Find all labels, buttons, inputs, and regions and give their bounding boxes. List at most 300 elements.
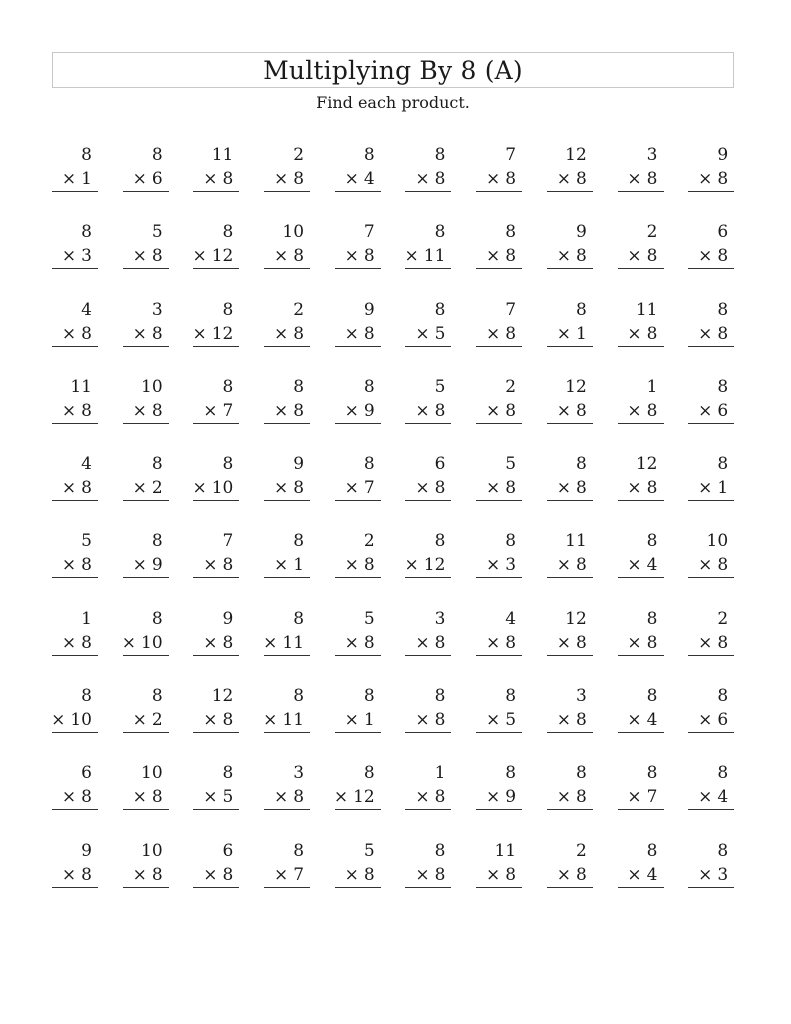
multiplier: 8: [434, 478, 446, 499]
multiplicand: 8: [293, 531, 305, 552]
times-sign: ×: [698, 323, 713, 344]
multiplier-line: [52, 631, 98, 656]
times-sign: ×: [273, 864, 289, 885]
multiplier-line: [688, 244, 734, 269]
multiplier-line: [405, 399, 451, 424]
multiplicand: 8: [717, 686, 729, 707]
problem-item: [688, 375, 734, 452]
times-sign: ×: [344, 864, 359, 885]
multiplier-line: [688, 631, 734, 656]
multiplicand: 8: [505, 222, 517, 243]
times-sign: ×: [344, 555, 359, 576]
problem-item: [476, 298, 522, 375]
multiplicand: 12: [565, 376, 587, 397]
multiplier-line: [123, 785, 169, 810]
times-sign: ×: [61, 864, 77, 885]
times-sign: ×: [192, 478, 207, 499]
multiplicand: 8: [222, 454, 234, 475]
multiplicand: 4: [81, 299, 92, 320]
multiplier-line: [688, 863, 734, 888]
times-sign: ×: [273, 478, 289, 499]
problem-item: [335, 220, 381, 297]
multiplier: 11: [282, 710, 305, 731]
multiplicand: 8: [717, 840, 729, 861]
multiplicand: 8: [646, 840, 658, 861]
multiplier-line: [123, 399, 169, 424]
times-sign: ×: [415, 400, 430, 421]
problem-item: [264, 761, 310, 838]
multiplicand: 6: [717, 222, 729, 243]
multiplier-line: [547, 863, 593, 888]
multiplier-line: [264, 167, 310, 192]
times-sign: ×: [132, 323, 147, 344]
multiplier-line: [335, 631, 381, 656]
multiplicand: 8: [575, 299, 587, 320]
multiplier: 3: [505, 555, 517, 576]
times-sign: ×: [556, 710, 571, 731]
multiplicand: 8: [575, 763, 587, 784]
multiplier-line: [476, 476, 522, 501]
times-sign: ×: [556, 632, 571, 653]
problem-item: [618, 298, 664, 375]
times-sign: ×: [486, 864, 501, 885]
problem-item: [618, 220, 664, 297]
multiplier-line: [618, 322, 664, 347]
problem-item: [476, 839, 522, 916]
multiplicand: 8: [293, 686, 305, 707]
times-sign: ×: [486, 246, 501, 267]
multiplier-line: [123, 322, 169, 347]
times-sign: ×: [61, 787, 77, 808]
multiplier-line: [335, 322, 381, 347]
multiplier-line: [476, 167, 522, 192]
multiplicand: 8: [434, 531, 446, 552]
times-sign: ×: [344, 632, 359, 653]
multiplier-line: [618, 863, 664, 888]
multiplier: 8: [575, 710, 587, 731]
problem-item: [335, 375, 381, 452]
multiplier-line: [264, 785, 310, 810]
multiplicand: 8: [81, 145, 92, 165]
problem-item: [52, 607, 98, 684]
multiplier: 4: [717, 787, 729, 808]
multiplier: 8: [646, 400, 658, 421]
multiplier: 12: [423, 555, 446, 576]
times-sign: ×: [263, 632, 278, 653]
problem-item: [405, 298, 451, 375]
multiplier: 3: [717, 864, 729, 885]
problem-item: [476, 452, 522, 529]
multiplier-line: [193, 785, 239, 810]
multiplicand: 8: [575, 454, 587, 475]
multiplier: 1: [81, 169, 92, 189]
times-sign: ×: [627, 478, 642, 499]
problem-item: [476, 220, 522, 297]
multiplier-line: [547, 244, 593, 269]
worksheet-title: Multiplying By 8 (A): [263, 55, 523, 85]
times-sign: ×: [273, 400, 289, 421]
multiplier: 8: [434, 169, 446, 189]
multiplier: 8: [575, 864, 587, 885]
times-sign: ×: [627, 632, 642, 653]
multiplier: 6: [151, 169, 163, 189]
multiplier: 8: [646, 632, 658, 653]
multiplier-line: [405, 322, 451, 347]
problem-item: [52, 143, 98, 220]
times-sign: ×: [415, 632, 430, 653]
multiplicand: 8: [151, 608, 163, 629]
multiplier: 2: [151, 710, 163, 731]
multiplier-line: [547, 167, 593, 192]
multiplicand: 9: [222, 608, 234, 629]
multiplier: 8: [293, 787, 305, 808]
problem-item: [123, 529, 169, 606]
multiplicand: 8: [222, 376, 234, 397]
problem-item: [193, 761, 239, 838]
multiplicand: 11: [635, 299, 658, 320]
multiplicand: 5: [505, 454, 517, 475]
multiplier: 4: [646, 710, 658, 731]
multiplicand: 5: [151, 222, 163, 243]
multiplier-line: [123, 244, 169, 269]
multiplier-line: [688, 399, 734, 424]
times-sign: ×: [698, 864, 713, 885]
multiplicand: 11: [494, 840, 517, 861]
multiplier: 8: [81, 555, 92, 576]
multiplier-line: [52, 399, 98, 424]
times-sign: ×: [132, 555, 147, 576]
problem-item: [405, 529, 451, 606]
multiplicand: 8: [222, 299, 234, 320]
multiplier: 8: [505, 169, 517, 189]
problem-item: [52, 220, 98, 297]
multiplier: 7: [293, 864, 305, 885]
times-sign: ×: [556, 864, 571, 885]
multiplier: 8: [151, 323, 163, 344]
multiplier: 3: [81, 246, 92, 267]
multiplier: 8: [363, 323, 375, 344]
multiplicand: 11: [70, 376, 92, 397]
times-sign: ×: [627, 246, 642, 267]
multiplier-line: [618, 708, 664, 733]
multiplier: 8: [646, 478, 658, 499]
multiplier: 8: [363, 555, 375, 576]
multiplier-line: [547, 708, 593, 733]
problem-item: [688, 839, 734, 916]
multiplier: 1: [293, 555, 305, 576]
times-sign: ×: [627, 400, 642, 421]
multiplier: 8: [434, 632, 446, 653]
times-sign: ×: [627, 323, 642, 344]
multiplier: 10: [70, 710, 92, 731]
problem-grid: [52, 143, 738, 916]
multiplier: 8: [222, 632, 234, 653]
multiplicand: 8: [717, 454, 729, 475]
multiplier-line: [335, 167, 381, 192]
times-sign: ×: [203, 555, 218, 576]
times-sign: ×: [61, 478, 77, 499]
multiplier-line: [264, 631, 310, 656]
problem-item: [688, 761, 734, 838]
multiplier-line: [476, 553, 522, 578]
multiplicand: 2: [717, 608, 729, 629]
multiplier-line: [405, 631, 451, 656]
problem-item: [123, 298, 169, 375]
multiplicand: 11: [565, 531, 587, 552]
times-sign: ×: [61, 555, 77, 576]
multiplier: 8: [575, 632, 587, 653]
multiplicand: 12: [565, 608, 587, 629]
multiplier: 8: [363, 246, 375, 267]
multiplier: 10: [211, 478, 234, 499]
times-sign: ×: [132, 710, 147, 731]
multiplicand: 4: [81, 454, 92, 475]
times-sign: ×: [627, 169, 642, 189]
multiplier: 11: [282, 632, 305, 653]
multiplicand: 9: [717, 145, 729, 165]
times-sign: ×: [344, 710, 359, 731]
problem-item: [193, 452, 239, 529]
multiplier: 8: [717, 555, 729, 576]
problem-item: [123, 143, 169, 220]
multiplicand: 6: [434, 454, 446, 475]
times-sign: ×: [132, 787, 147, 808]
multiplier: 8: [293, 323, 305, 344]
multiplicand: 7: [363, 222, 375, 243]
multiplicand: 9: [293, 454, 305, 475]
multiplier-line: [52, 167, 98, 192]
problem-item: [123, 452, 169, 529]
multiplier-line: [264, 553, 310, 578]
problem-item: [405, 684, 451, 761]
multiplier: 8: [646, 169, 658, 189]
multiplicand: 8: [81, 686, 92, 707]
times-sign: ×: [203, 787, 218, 808]
problem-item: [688, 452, 734, 529]
multiplier-line: [123, 631, 169, 656]
times-sign: ×: [203, 400, 218, 421]
multiplier-line: [264, 399, 310, 424]
multiplicand: 8: [646, 608, 658, 629]
times-sign: ×: [698, 169, 713, 189]
multiplicand: 8: [293, 840, 305, 861]
times-sign: ×: [556, 787, 571, 808]
problem-item: [52, 839, 98, 916]
multiplier: 8: [81, 478, 92, 499]
multiplier: 8: [222, 169, 234, 189]
multiplicand: 10: [141, 376, 163, 397]
times-sign: ×: [273, 787, 289, 808]
problem-item: [405, 375, 451, 452]
multiplicand: 10: [706, 531, 729, 552]
multiplicand: 2: [575, 840, 587, 861]
times-sign: ×: [203, 632, 218, 653]
multiplier: 7: [646, 787, 658, 808]
multiplicand: 1: [434, 763, 446, 784]
problem-item: [123, 375, 169, 452]
problem-item: [688, 143, 734, 220]
problem-item: [264, 839, 310, 916]
title-box: [52, 52, 734, 88]
times-sign: ×: [415, 169, 430, 189]
multiplier-line: [688, 476, 734, 501]
multiplier-line: [688, 785, 734, 810]
multiplier: 8: [505, 246, 517, 267]
times-sign: ×: [203, 169, 218, 189]
multiplicand: 10: [141, 763, 163, 784]
multiplier-line: [193, 476, 239, 501]
multiplicand: 11: [211, 145, 234, 165]
multiplier-line: [335, 399, 381, 424]
times-sign: ×: [61, 323, 77, 344]
problem-item: [264, 220, 310, 297]
multiplier-line: [264, 322, 310, 347]
multiplicand: 8: [434, 299, 446, 320]
problem-item: [688, 220, 734, 297]
multiplier: 8: [363, 632, 375, 653]
multiplier-line: [618, 244, 664, 269]
times-sign: ×: [627, 864, 642, 885]
multiplier: 8: [293, 478, 305, 499]
multiplicand: 9: [575, 222, 587, 243]
multiplicand: 8: [646, 531, 658, 552]
times-sign: ×: [556, 400, 571, 421]
multiplier-line: [618, 631, 664, 656]
times-sign: ×: [132, 169, 147, 189]
multiplier: 8: [151, 246, 163, 267]
multiplier: 8: [151, 400, 163, 421]
times-sign: ×: [627, 710, 642, 731]
times-sign: ×: [486, 787, 501, 808]
multiplier-line: [52, 863, 98, 888]
problem-item: [193, 143, 239, 220]
multiplier: 8: [81, 864, 92, 885]
multiplier-line: [264, 708, 310, 733]
multiplier-line: [123, 708, 169, 733]
multiplier: 8: [505, 400, 517, 421]
multiplier: 8: [222, 555, 234, 576]
multiplier: 8: [505, 478, 517, 499]
times-sign: ×: [51, 710, 66, 731]
times-sign: ×: [698, 710, 713, 731]
multiplier-line: [618, 399, 664, 424]
multiplier: 5: [505, 710, 517, 731]
problem-item: [193, 375, 239, 452]
times-sign: ×: [486, 710, 501, 731]
problem-item: [335, 839, 381, 916]
times-sign: ×: [415, 710, 430, 731]
multiplier-line: [618, 553, 664, 578]
problem-item: [688, 529, 734, 606]
times-sign: ×: [273, 555, 289, 576]
multiplier-line: [52, 476, 98, 501]
problem-item: [264, 529, 310, 606]
multiplier-line: [476, 244, 522, 269]
multiplier: 9: [363, 400, 375, 421]
problem-item: [547, 143, 593, 220]
multiplier-line: [405, 553, 451, 578]
multiplicand: 8: [646, 686, 658, 707]
multiplier-line: [688, 167, 734, 192]
multiplier: 8: [575, 169, 587, 189]
multiplier-line: [476, 631, 522, 656]
multiplier: 7: [363, 478, 375, 499]
multiplier: 8: [151, 864, 163, 885]
times-sign: ×: [263, 710, 278, 731]
multiplicand: 9: [363, 299, 375, 320]
multiplier: 8: [293, 169, 305, 189]
multiplier: 8: [505, 323, 517, 344]
multiplicand: 3: [575, 686, 587, 707]
times-sign: ×: [486, 632, 501, 653]
times-sign: ×: [344, 169, 359, 189]
problem-item: [476, 529, 522, 606]
problem-item: [52, 452, 98, 529]
problem-item: [335, 143, 381, 220]
problem-item: [52, 684, 98, 761]
times-sign: ×: [61, 400, 77, 421]
problem-item: [264, 684, 310, 761]
problem-item: [476, 684, 522, 761]
multiplicand: 8: [81, 222, 92, 243]
multiplicand: 9: [81, 840, 92, 861]
problem-item: [547, 298, 593, 375]
multiplier: 8: [717, 632, 729, 653]
problem-item: [264, 607, 310, 684]
multiplicand: 3: [646, 145, 658, 165]
times-sign: ×: [404, 246, 419, 267]
multiplier: 5: [434, 323, 446, 344]
multiplier-line: [476, 708, 522, 733]
multiplier: 1: [575, 323, 587, 344]
multiplicand: 5: [434, 376, 446, 397]
problem-item: [335, 607, 381, 684]
multiplier-line: [193, 167, 239, 192]
multiplier: 10: [141, 632, 163, 653]
problem-item: [335, 452, 381, 529]
multiplier: 8: [434, 864, 446, 885]
multiplicand: 6: [81, 763, 92, 784]
multiplier: 8: [81, 787, 92, 808]
multiplier-line: [123, 476, 169, 501]
multiplier: 9: [505, 787, 517, 808]
times-sign: ×: [486, 555, 501, 576]
times-sign: ×: [698, 632, 713, 653]
multiplicand: 8: [434, 840, 446, 861]
multiplicand: 8: [293, 608, 305, 629]
problem-item: [618, 375, 664, 452]
times-sign: ×: [344, 478, 359, 499]
instruction-text: Find each product.: [316, 93, 470, 112]
multiplier-line: [618, 167, 664, 192]
problem-item: [405, 143, 451, 220]
multiplier-line: [688, 553, 734, 578]
multiplier: 12: [211, 246, 234, 267]
multiplier-line: [335, 863, 381, 888]
multiplicand: 12: [211, 686, 234, 707]
multiplier-line: [52, 553, 98, 578]
times-sign: ×: [121, 632, 137, 653]
multiplier-line: [547, 322, 593, 347]
times-sign: ×: [344, 323, 359, 344]
times-sign: ×: [344, 400, 359, 421]
multiplier-line: [193, 708, 239, 733]
multiplier-line: [193, 631, 239, 656]
multiplicand: 8: [363, 454, 375, 475]
multiplicand: 3: [293, 763, 305, 784]
problem-item: [52, 298, 98, 375]
multiplicand: 8: [293, 376, 305, 397]
